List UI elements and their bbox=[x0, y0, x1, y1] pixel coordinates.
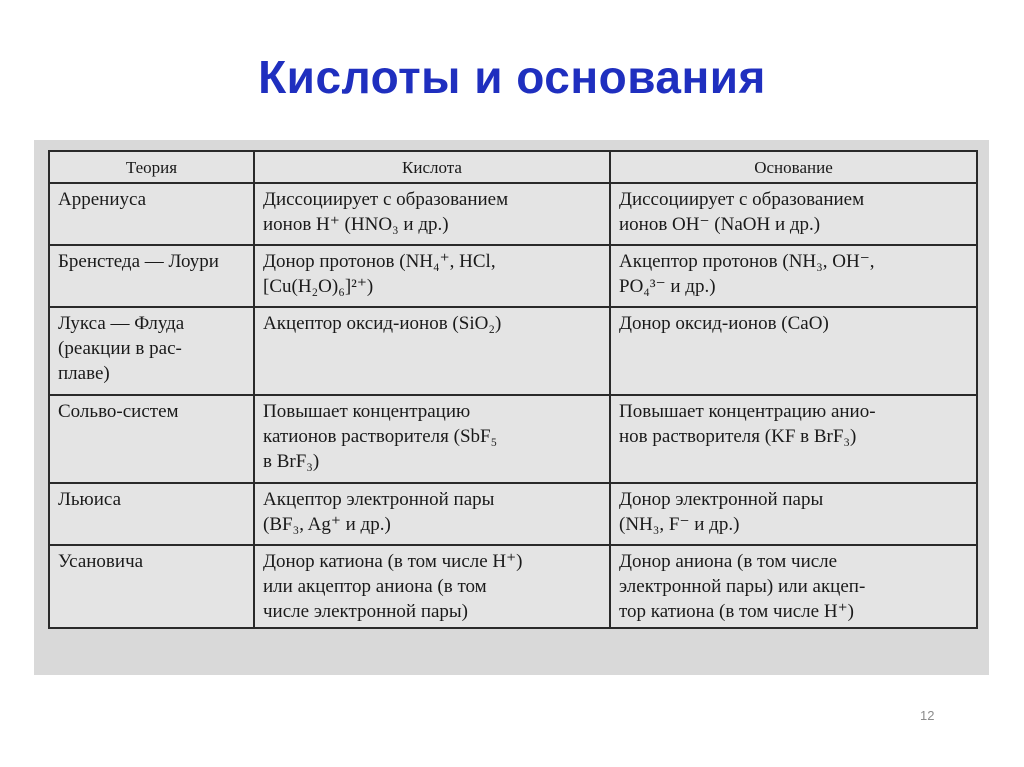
base-cell-line: PO₄³⁻ и др.) bbox=[619, 276, 716, 297]
header-base: Основание bbox=[610, 151, 977, 183]
acid-cell-line: или акцептор аниона (в том bbox=[263, 576, 487, 597]
base-cell-line: электронной пары) или акцеп- bbox=[619, 576, 866, 597]
base-cell-line: Донор аниона (в том числе bbox=[619, 551, 838, 572]
header-acid: Кислота bbox=[254, 151, 610, 183]
theory-cell-line: Аррениуса bbox=[58, 189, 147, 210]
header-theory: Теория bbox=[49, 151, 254, 183]
theory-cell bbox=[49, 545, 254, 628]
table-header-row bbox=[49, 151, 977, 183]
page-number: 12 bbox=[920, 708, 935, 723]
theory-cell-line: Льюиса bbox=[58, 489, 122, 510]
acid-cell-line: Диссоциирует с образованием bbox=[263, 189, 509, 210]
acid-cell-line: (BF₃, Ag⁺ и др.) bbox=[263, 514, 391, 535]
theory-cell bbox=[49, 245, 254, 307]
base-cell-line: нов растворителя (KF в BrF₃) bbox=[619, 426, 857, 447]
table-row bbox=[49, 395, 977, 483]
base-cell-line: Акцептор протонов (NH₃, OH⁻, bbox=[619, 251, 875, 272]
base-cell bbox=[610, 307, 977, 395]
slide-title: Кислоты и основания bbox=[258, 51, 766, 103]
acid-cell-line: Донор протонов (NH₄⁺, HCl, bbox=[263, 251, 496, 272]
table-row bbox=[49, 545, 977, 628]
table-row bbox=[49, 245, 977, 307]
base-cell-line: (NH₃, F⁻ и др.) bbox=[619, 514, 740, 535]
theory-cell-line: (реакции в рас- bbox=[58, 338, 182, 359]
base-cell bbox=[610, 183, 977, 245]
table-scan-image bbox=[34, 140, 989, 675]
acid-cell-line: Донор катиона (в том числе H⁺) bbox=[263, 551, 523, 572]
theory-cell-line: Сольво-систем bbox=[58, 401, 179, 422]
theory-cell bbox=[49, 183, 254, 245]
theory-cell bbox=[49, 307, 254, 395]
acid-cell-line: катионов растворителя (SbF₅ bbox=[263, 426, 498, 447]
acid-cell bbox=[254, 483, 610, 545]
acid-cell-line: [Cu(H₂O)₆]²⁺) bbox=[263, 276, 374, 297]
acid-cell bbox=[254, 183, 610, 245]
acid-cell-line: в BrF₃) bbox=[263, 451, 320, 472]
acid-cell-line: ионов H⁺ (HNO₃ и др.) bbox=[263, 214, 449, 235]
theory-cell-line: Бренстеда — Лоури bbox=[58, 251, 219, 272]
theory-cell bbox=[49, 483, 254, 545]
theory-cell-line: Усановича bbox=[58, 551, 144, 572]
acid-cell bbox=[254, 307, 610, 395]
base-cell-line: ионов OH⁻ (NaOH и др.) bbox=[619, 214, 821, 235]
acid-cell bbox=[254, 395, 610, 483]
base-cell bbox=[610, 395, 977, 483]
theory-cell bbox=[49, 395, 254, 483]
base-cell-line: тор катиона (в том числе H⁺) bbox=[619, 601, 854, 622]
theory-cell-line: плаве) bbox=[58, 363, 110, 384]
table-row bbox=[49, 483, 977, 545]
base-cell-line: Донор оксид-ионов (CaO) bbox=[619, 313, 829, 334]
table-row bbox=[49, 307, 977, 395]
base-cell-line: Диссоциирует с образованием bbox=[619, 189, 865, 210]
theory-cell-line: Лукса — Флуда bbox=[58, 313, 185, 334]
acid-cell-line: Акцептор оксид-ионов (SiO₂) bbox=[263, 313, 502, 334]
base-cell bbox=[610, 245, 977, 307]
acid-cell-line: числе электронной пары) bbox=[263, 601, 469, 622]
base-cell-line: Повышает концентрацию анио- bbox=[619, 401, 876, 422]
theory-table bbox=[48, 150, 978, 629]
base-cell bbox=[610, 483, 977, 545]
base-cell-line: Донор электронной пары bbox=[619, 489, 824, 510]
table-row bbox=[49, 183, 977, 245]
base-cell bbox=[610, 545, 977, 628]
acid-cell bbox=[254, 545, 610, 628]
acid-cell-line: Акцептор электронной пары bbox=[263, 489, 495, 510]
acid-cell-line: Повышает концентрацию bbox=[263, 401, 471, 422]
acid-cell bbox=[254, 245, 610, 307]
